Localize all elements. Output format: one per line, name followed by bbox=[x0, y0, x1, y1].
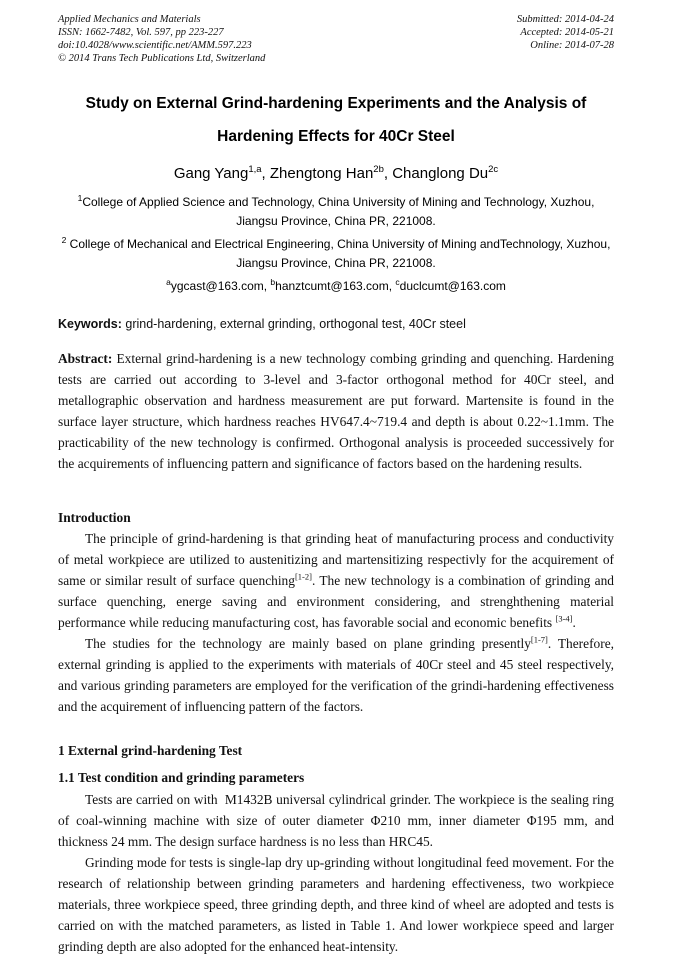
author-name: , Zhengtong Han bbox=[261, 165, 374, 182]
section-1-heading: 1 External grind-hardening Test bbox=[58, 743, 243, 758]
intro-p2-text: The studies for the technology are mainly based on plane grinding presently bbox=[85, 636, 531, 651]
online-date: Online: 2014-07-28 bbox=[530, 40, 614, 51]
abstract-paragraph bbox=[58, 348, 614, 474]
citation-ref: [3-4] bbox=[555, 613, 573, 624]
introduction-paragraph-2 bbox=[58, 633, 614, 717]
author-affil-mark: 1,a bbox=[248, 164, 262, 175]
author-affil-mark: 2b bbox=[373, 164, 384, 175]
affiliation-1 bbox=[58, 189, 614, 231]
paper-title-line-1: Study on External Grind-hardening Experiments and the Analysis of bbox=[85, 95, 587, 112]
citation-ref: [1-2] bbox=[294, 571, 312, 582]
affiliation-1-text: College of Applied Science and Technology, China University of Mining and Technology, Xuzhou, Jiangsu Province, China PR, 221008. bbox=[82, 195, 595, 228]
email-mark-a: a bbox=[166, 277, 171, 287]
paper-title bbox=[58, 87, 614, 153]
journal-copyright: © 2014 Trans Tech Publications Ltd, Switzerland bbox=[58, 53, 266, 64]
email-mark-c: c bbox=[395, 277, 400, 287]
journal-info bbox=[58, 13, 265, 65]
author-name: Gang Yang bbox=[173, 165, 249, 182]
introduction-heading: Introduction bbox=[58, 510, 131, 525]
intro-p2-text: . Therefore, external grinding is applied to the experiments with materials of 40Cr steel and 45 steel respectively, and various grinding parameters are employed for the verification of the grindi-hardening effectiveness and the acquirement of influencing pattern of the factors. bbox=[58, 636, 614, 714]
journal-issn-volume: ISSN: 1662-7482, Vol. 597, pp 223-227 bbox=[58, 27, 224, 38]
accepted-date: Accepted: 2014-05-21 bbox=[520, 27, 614, 38]
journal-name: Applied Mechanics and Materials bbox=[58, 14, 201, 25]
email-c: duclcumt@163.com bbox=[399, 279, 506, 293]
email-mark-b: b bbox=[270, 277, 276, 287]
intro-p1-text: . bbox=[572, 615, 576, 630]
intro-p1-text: . The new technology is a combination of grinding and surface quenching, energe saving and environment considering, and strenghthening material performance while reducing manufacturing cost, has favorable social and economic benefits bbox=[58, 573, 614, 630]
keywords-label: Keywords: bbox=[58, 317, 122, 331]
keywords-line bbox=[58, 316, 614, 333]
submitted-date: Submitted: 2014-04-24 bbox=[516, 14, 614, 25]
section-1-1-paragraph-1: Tests are carried on with M1432B universal cylindrical grinder. The workpiece is the sealing ring of coal-winning machine with size of outer diameter Φ210 mm, inner diameter Φ195 mm, and thickness 24 mm. The design surface hardness is no less than HRC45. bbox=[58, 792, 614, 849]
affiliations-block bbox=[58, 189, 614, 296]
email-a: ygcast@163.com, bbox=[170, 279, 271, 293]
authors-line bbox=[58, 164, 614, 182]
affiliation-2-text: College of Mechanical and Electrical Engineering, China University of Mining andTechnology, Xuzhou, Jiangsu Province, China PR, 221008. bbox=[66, 237, 611, 270]
affiliation-2-mark: 2 bbox=[61, 235, 67, 245]
author-affil-mark: 2c bbox=[488, 164, 499, 175]
journal-doi: doi:10.4028/www.scientific.net/AMM.597.223 bbox=[58, 40, 252, 51]
section-1-1-heading: 1.1 Test condition and grinding parameters bbox=[58, 770, 305, 785]
affiliation-2 bbox=[58, 231, 614, 273]
journal-masthead bbox=[58, 13, 614, 65]
citation-ref: [1-7] bbox=[530, 634, 548, 645]
email-b: hanztcumt@163.com, bbox=[275, 279, 396, 293]
introduction-paragraph-1 bbox=[58, 528, 614, 633]
author-emails bbox=[58, 273, 614, 296]
abstract-label: Abstract: bbox=[58, 351, 113, 366]
affiliation-1-mark: 1 bbox=[77, 193, 83, 203]
paper-title-line-2: Hardening Effects for 40Cr Steel bbox=[217, 128, 455, 145]
keywords-text: grind-hardening, external grinding, orthogonal test, 40Cr steel bbox=[121, 317, 466, 331]
intro-p1-text: The principle of grind-hardening is that grinding heat of manufacturing process and conductivity of metal workpiece are utilized to austenitizing and martensitizing respectivly for the acquirement of same or similar result of surface quenching bbox=[58, 531, 614, 588]
author-name: , Changlong Du bbox=[383, 165, 489, 182]
submission-dates bbox=[517, 13, 614, 52]
abstract-text: External grind-hardening is a new technology combing grinding and quenching. Hardening tests are carried out according to 3-level and 3-factor orthogonal method for 40Cr steel, and metallographic observation and hardness measurement are put forward. Martensite is found in the surface layer structure, which hardness reaches HV647.4~719.4 and depth is about 0.22~1.1mm. The practicability of the new technology is confirmed. Orthogonal analysis is proceeded successively for the acquirements of influencing pattern and significance of factors based on the hardening results. bbox=[58, 351, 614, 471]
section-1-1-paragraph-2: Grinding mode for tests is single-lap dry up-grinding without longitudinal feed movement. For the research of relationship between grinding parameters and hardening effectiveness, two workpiece materials, three workpiece speed, three grinding depth, and three kind of wheel are adopted and tests is carried on with the matched parameters, as listed in Table 1. And lower workpiece speed and larger grinding depth are also adopted for the enhanced heat-intensity. bbox=[58, 855, 614, 954]
